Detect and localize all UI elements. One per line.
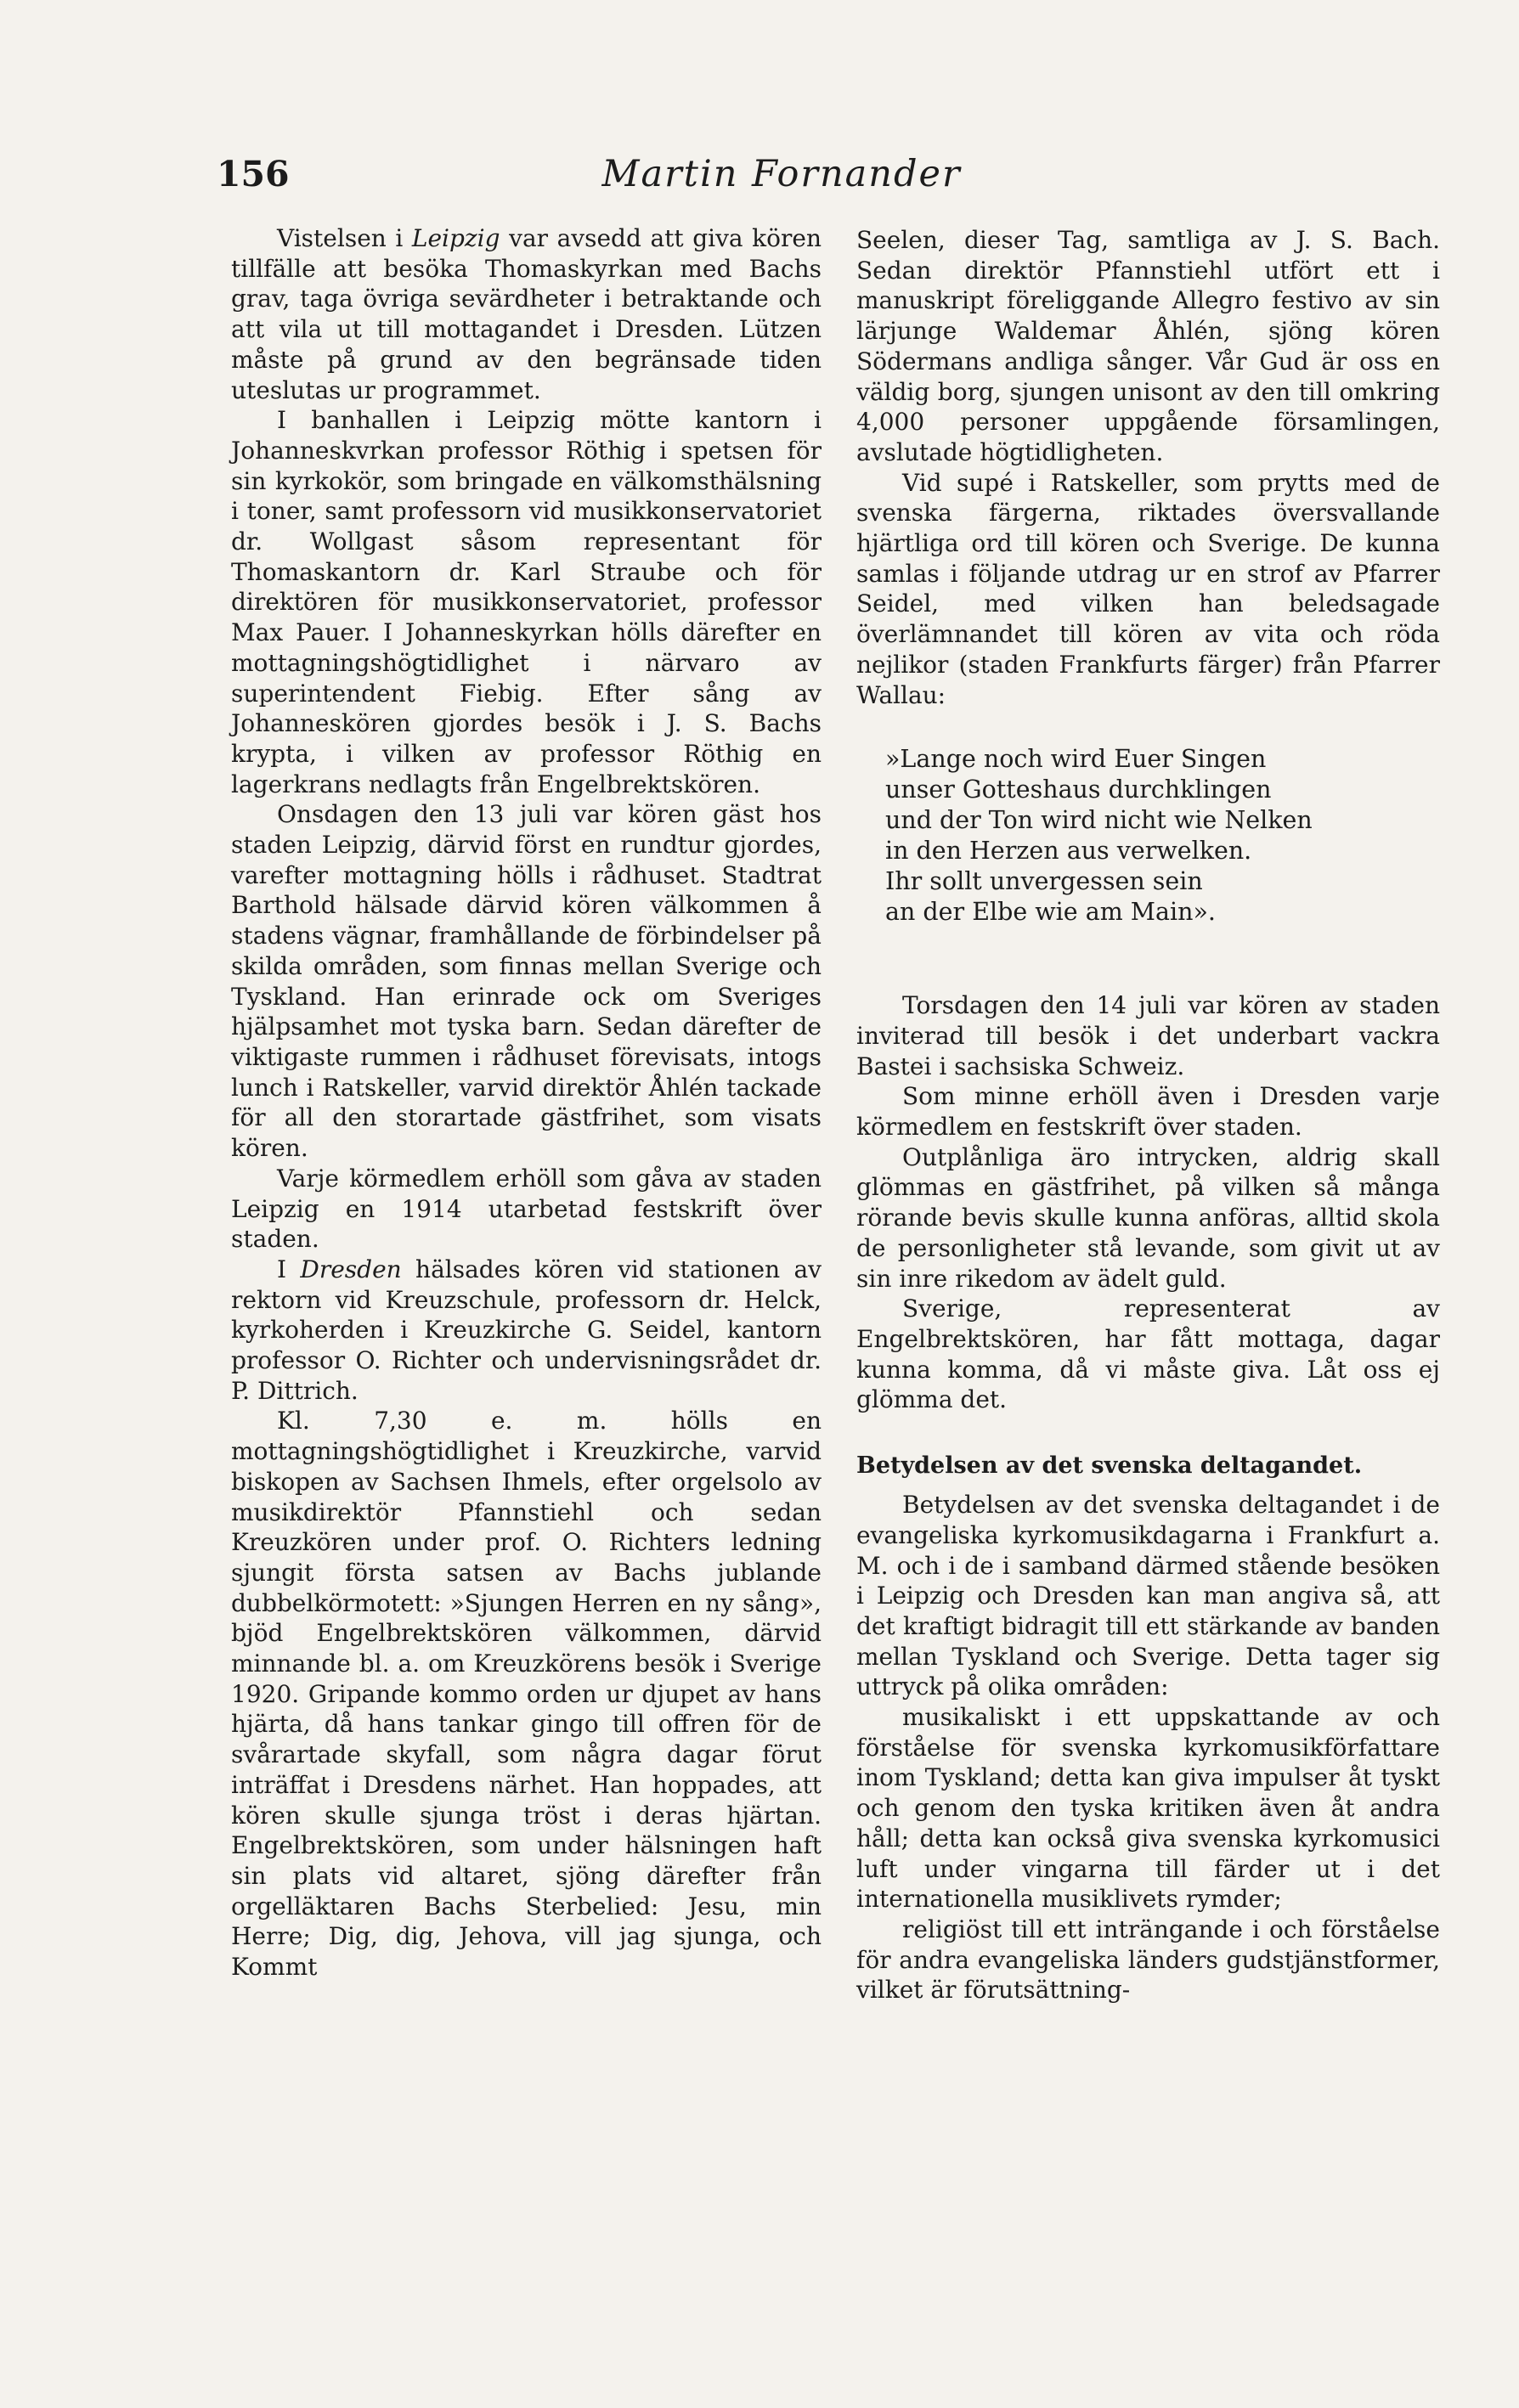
paragraph: Onsdagen den 13 juli var kören gäst hos staden Leipzig, därvid först en rundtur gjordes, varefter mottagning hölls i rådhuset. Stadtrat Barthold hälsade därvid kören välkommen å stadens vägnar, framhållande de förbindelser på skilda områden, som finnas mellan Sverige och Tyskland. Han erinrade ock om Sveriges hjälpsamhet mot tyska barn. Sedan därefter de viktigaste rummen i rådhuset förevisats, intogs lunch i Ratskeller, varvid direktör Åhlén tackade för all den storartade gästfrihet, som visats kören. (231, 800, 822, 1163)
section-heading: Betydelsen av det svenska deltagandet. (856, 1452, 1363, 1480)
poem-line: »Lange noch wird Euer Singen (885, 745, 1267, 774)
paragraph: Seelen, dieser Tag, samtliga av J. S. Bach. Sedan direktör Pfannstiehl utfört ett i manuskript föreliggande Allegro festivo av sin lärjunge Waldemar Åhlén, sjöng kören Södermans andliga sånger. Vår Gud är oss en väldig borg, sjungen unisont av den till omkring 4,000 personer uppgående församlingen, avslutade högtidligheten. (856, 226, 1440, 466)
poem-line: unser Gotteshaus durchklingen (885, 775, 1272, 804)
poem-quote (885, 744, 1440, 928)
paragraph: Varje körmedlem erhöll som gåva av staden Leipzig en 1914 utarbetad festskrift över staden. (231, 1164, 822, 1254)
paragraph: Outplånliga äro intrycken, aldrig skall glömmas en gästfrihet, på vilken så många rörande bevis skulle kunna anföras, alltid skola de personligheter stå levande, som givit ut av sin inre rikedom av ädelt guld. (856, 1142, 1440, 1293)
paragraph: religiöst till ett inträngande i och förståelse för andra evangeliska länders gudstjänstformer, vilket är förutsättning- (856, 1915, 1440, 2005)
poem-line: und der Ton wird nicht wie Nelken (885, 806, 1313, 835)
running-title: Martin Fornander (601, 153, 962, 195)
paragraph: Sverige, representerat av Engelbrektskören, har fått mottaga, dagar kunna komma, då vi måste giva. Låt oss ej glömma det. (856, 1294, 1440, 1414)
page-number: 156 (217, 154, 290, 195)
paragraph: I Dresden hälsades kören vid stationen av rektorn vid Kreuzschule, professorn dr. Helck, kyrkoherden i Kreuzkirche G. Seidel, kantorn professor O. Richter och undervisningsrådet dr. P. Dittrich. (231, 1255, 822, 1405)
paragraph: Torsdagen den 14 juli var kören av staden inviterad till besök i det underbart vackra Bastei i sachsiska Schweiz. (856, 991, 1440, 1080)
poem-line: Ihr sollt unvergessen sein (885, 867, 1203, 896)
right-column (856, 225, 1440, 2005)
paragraph: Vid supé i Ratskeller, som prytts med de svenska färgerna, riktades översvallande hjärtliga ord till kören och Sverige. De kunna samlas i följande utdrag ur en strof av Pfarrer Seidel, med vilken han beledsagade överlämnandet till kören av vita och röda nejlikor (staden Frankfurts färger) från Pfarrer Wallau: (856, 468, 1440, 709)
paragraph: Vistelsen i Leipzig var avsedd att giva kören tillfälle att besöka Thomaskyrkan med Bachs grav, taga övriga sevärdheter i betraktande och att vila ut till mottagandet i Dresden. Lützen måste på grund av den begränsade tiden uteslutas ur programmet. (231, 224, 822, 404)
paragraph: musikaliskt i ett uppskattande av och förståelse för svenska kyrkomusikförfattare inom Tyskland; detta kan giva impulser åt tyskt och genom den tyska kritiken även åt andra håll; detta kan också giva svenska kyrkomusici luft under vingarna till färder ut i det internationella musiklivets rymder; (856, 1703, 1440, 1914)
poem-line: an der Elbe wie am Main». (885, 898, 1216, 927)
paragraph: Kl. 7,30 e. m. hölls en mottagningshögtidlighet i Kreuzkirche, varvid biskopen av Sachsen Ihmels, efter orgelsolo av musikdirektör Pfannstiehl och sedan Kreuzkören under prof. O. Richters ledning sjungit första satsen av Bachs jublande dubbelkörmotett: »Sjungen Herren en ny sång», bjöd Engelbrektskören välkommen, därvid minnande bl. a. om Kreuzkörens besök i Sverige 1920. Gripande kommo orden ur djupet av hans hjärta, då hans tankar gingo till offren för de svårartade skyfall, som några dagar förut inträffat i Dresdens närhet. Han hoppades, att kören skulle sjunga tröst i deras hjärtan. Engelbrektskören, som under hälsningen haft sin plats vid altaret, sjöng därefter från orgelläktaren Bachs Sterbelied: Jesu, min Herre; Dig, dig, Jehova, vill jag sjunga, och Kommt (231, 1407, 822, 1982)
paragraph: Som minne erhöll även i Dresden varje körmedlem en festskrift över staden. (856, 1082, 1440, 1142)
left-column (231, 223, 822, 1982)
paragraph: Betydelsen av det svenska deltagandet i de evangeliska kyrkomusikdagarna i Frankfurt a. M. och i de i samband därmed stående besöken i Leipzig och Dresden kan man angiva så, att det kraftigt bidragit till ett stärkande av banden mellan Tyskland och Sverige. Detta tager sig uttryck på olika områden: (856, 1491, 1440, 1701)
paragraph: I banhallen i Leipzig mötte kantorn i Johanneskvrkan professor Röthig i spetsen för sin kyrkokör, som bringade en välkomsthälsning i toner, samt professorn vid musikkonservatoriet dr. Wollgast såsom representant för Thomaskantorn dr. Karl Straube och för direktören för musikkonservatoriet, professor Max Pauer. I Johanneskyrkan hölls därefter en mottagningshögtidlighet i närvaro av superintendent Fiebig. Efter sång av Johanneskören gjordes besök i J. S. Bachs krypta, i vilken av professor Röthig en lagerkrans nedlagts från Engelbrektskören. (231, 406, 822, 798)
page-header (217, 144, 1347, 204)
poem-line: in den Herzen aus verwelken. (885, 837, 1252, 866)
